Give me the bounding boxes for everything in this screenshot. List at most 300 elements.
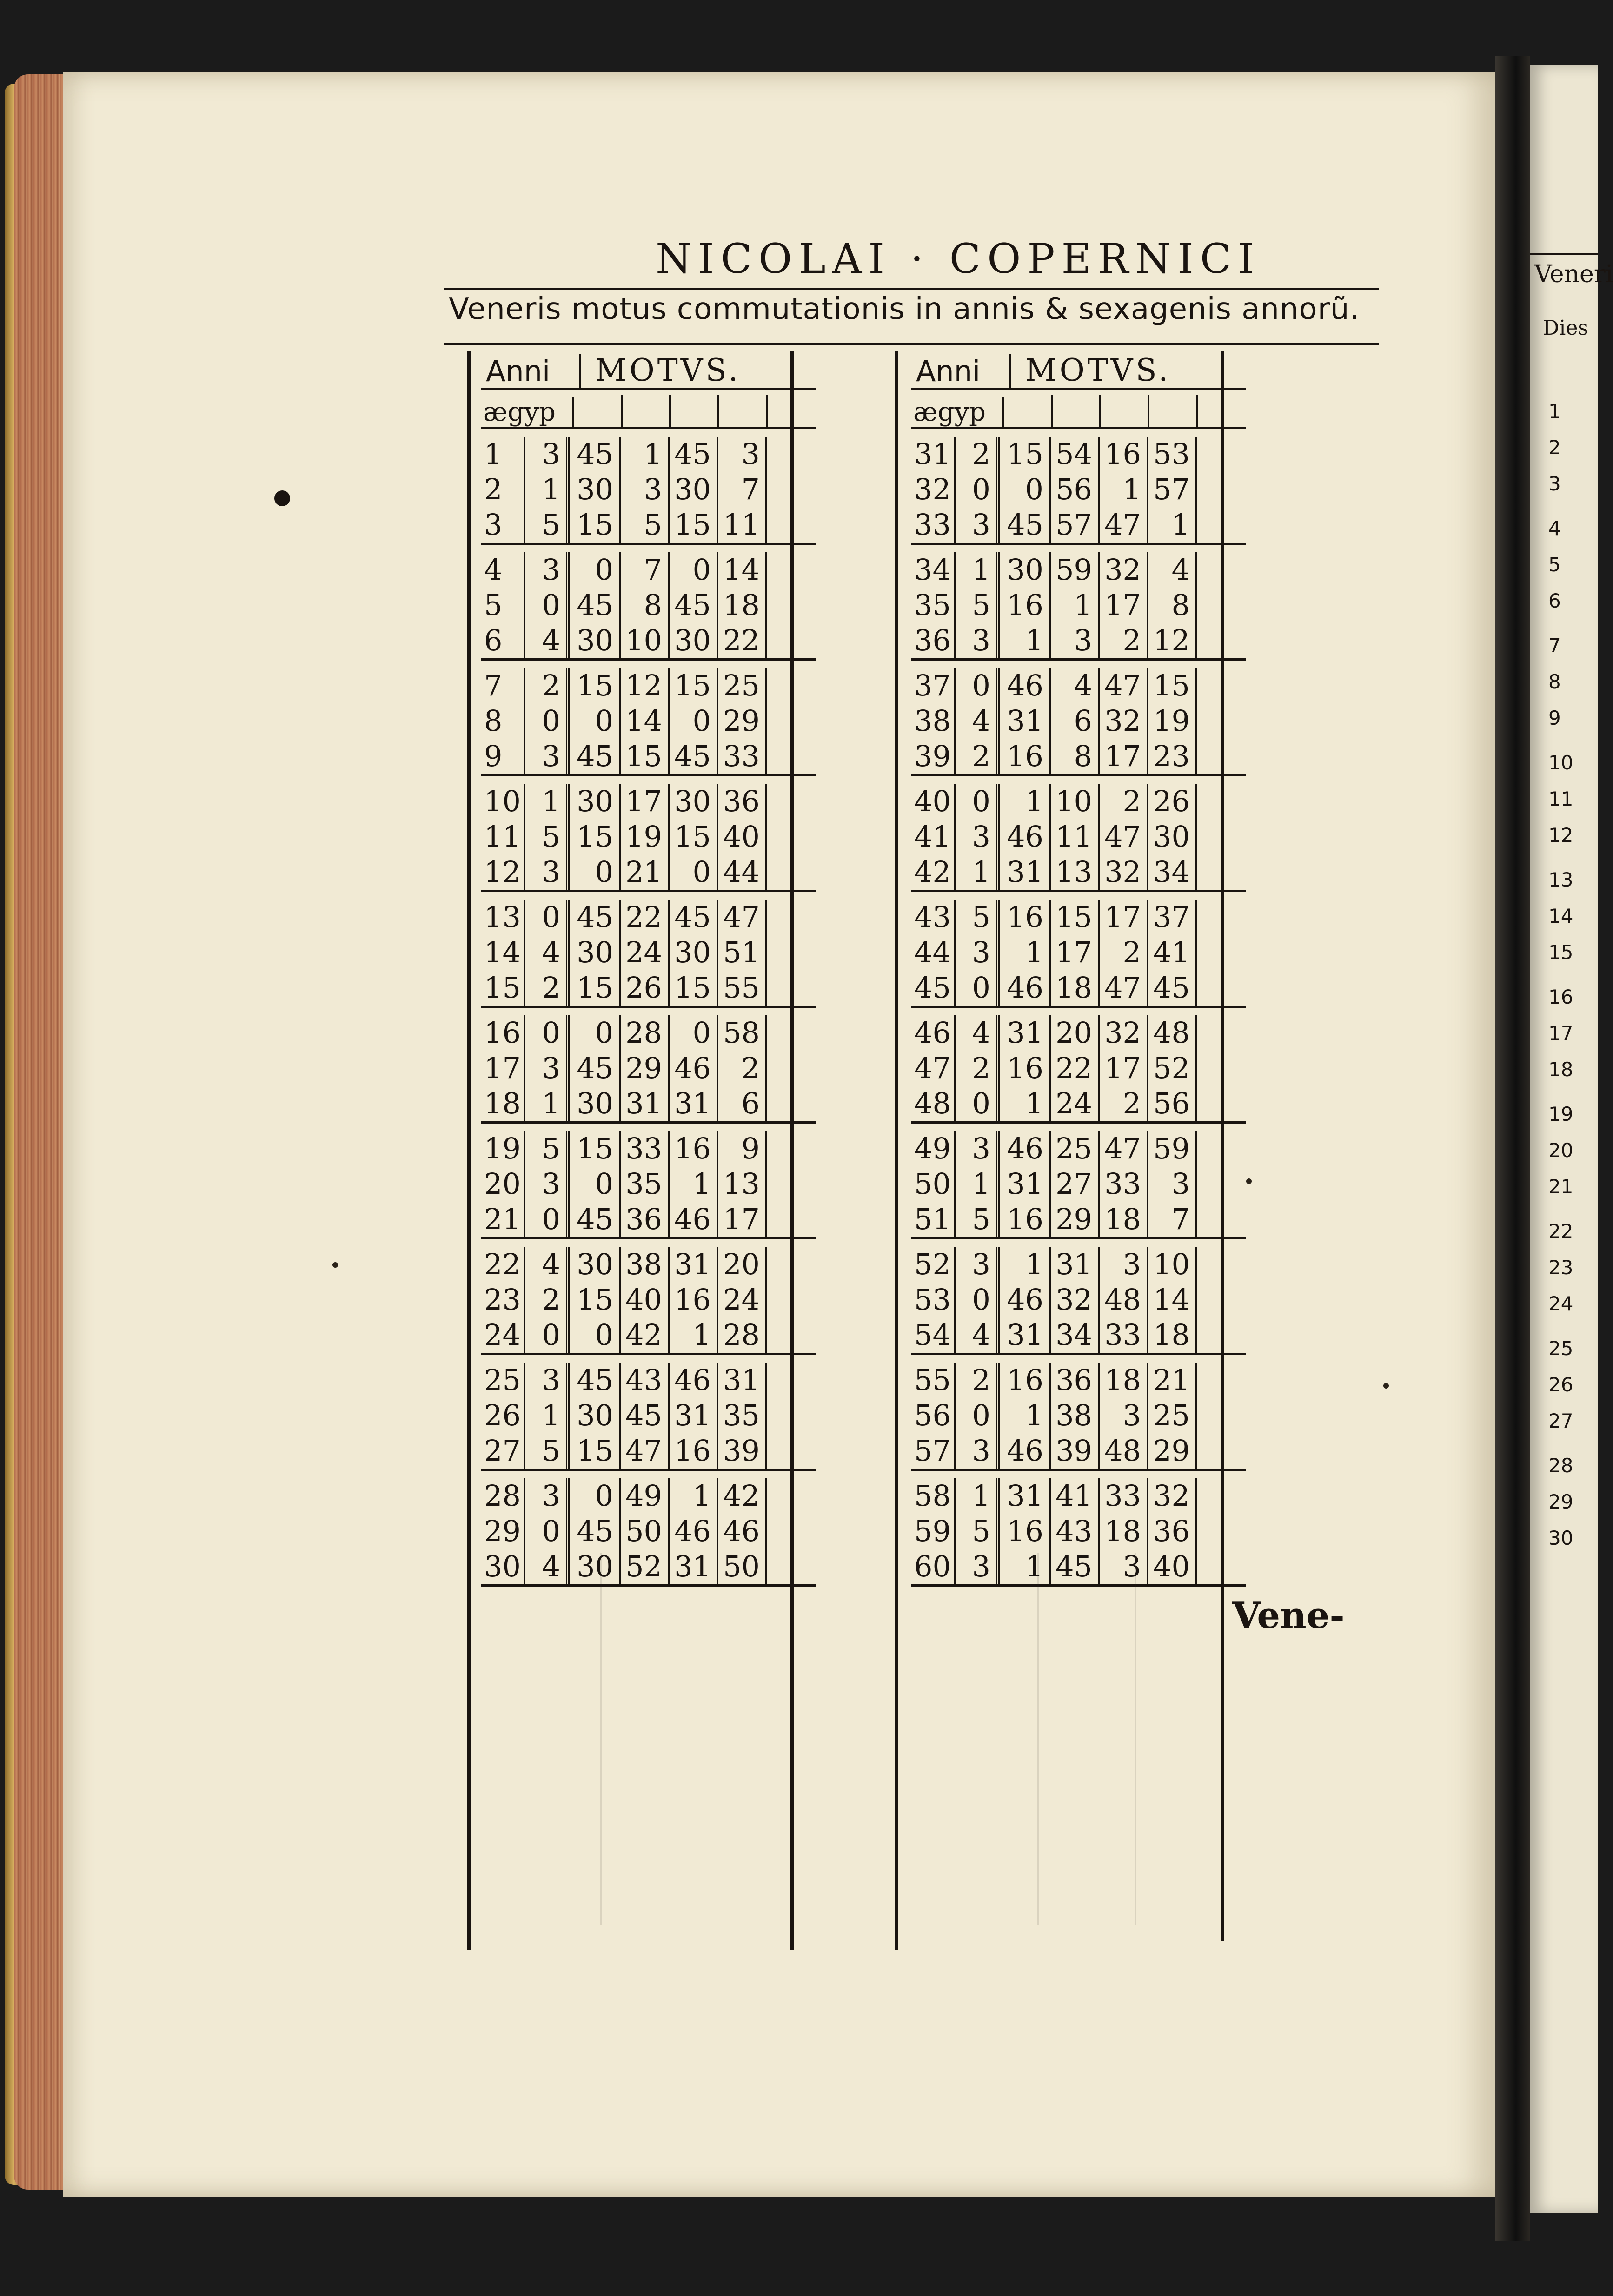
value-cell: 46 bbox=[670, 1051, 718, 1086]
value-cell: 30 bbox=[1148, 819, 1197, 854]
facing-row-number: 4 bbox=[1548, 517, 1561, 540]
ink-speck bbox=[332, 1262, 338, 1268]
value-cell: 17 bbox=[1100, 739, 1148, 774]
value-cell: 1 bbox=[956, 1478, 1000, 1514]
row-group bbox=[911, 668, 1246, 776]
value-cell: 17 bbox=[1100, 588, 1148, 623]
year-cell: 30 bbox=[481, 1549, 525, 1584]
value-cell: 12 bbox=[1148, 623, 1197, 658]
value-cell: 0 bbox=[1000, 472, 1051, 507]
facing-row-number: 11 bbox=[1548, 787, 1573, 810]
row-group bbox=[911, 900, 1246, 1008]
value-cell: 38 bbox=[621, 1247, 670, 1282]
value-cell: 42 bbox=[718, 1478, 767, 1514]
value-cell: 14 bbox=[621, 703, 670, 739]
value-cell: 35 bbox=[621, 1166, 670, 1202]
value-cell: 1 bbox=[670, 1317, 718, 1353]
value-cell: 41 bbox=[1148, 935, 1197, 970]
value-cell: 47 bbox=[1100, 970, 1148, 1006]
value-cell: 8 bbox=[1051, 739, 1100, 774]
value-cell: 47 bbox=[1100, 1131, 1148, 1166]
page-edges bbox=[14, 74, 65, 2190]
year-cell: 21 bbox=[481, 1202, 525, 1237]
value-cell: 17 bbox=[1100, 900, 1148, 935]
value-cell: 54 bbox=[1051, 437, 1100, 472]
value-cell: 1 bbox=[1000, 1549, 1051, 1584]
header-row bbox=[481, 351, 816, 390]
value-cell: 1 bbox=[670, 1478, 718, 1514]
year-cell: 52 bbox=[911, 1247, 956, 1282]
value-cell: 29 bbox=[621, 1051, 670, 1086]
facing-row-number: 30 bbox=[1548, 1527, 1573, 1549]
value-cell: 0 bbox=[570, 1166, 621, 1202]
value-cell: 15 bbox=[670, 970, 718, 1006]
value-cell: 3 bbox=[956, 623, 1000, 658]
value-cell: 2 bbox=[1100, 1086, 1148, 1121]
value-cell: 46 bbox=[1000, 668, 1051, 703]
value-cell: 18 bbox=[1100, 1514, 1148, 1549]
row-group bbox=[481, 668, 816, 776]
value-cell: 2 bbox=[1100, 623, 1148, 658]
value-cell: 31 bbox=[1051, 1247, 1100, 1282]
year-cell: 7 bbox=[481, 668, 525, 703]
value-cell: 31 bbox=[621, 1086, 670, 1121]
ink-speck bbox=[1246, 1178, 1252, 1184]
table-title: Veneris motus commutationis in annis & sexagenis annorũ. bbox=[449, 292, 1360, 326]
value-cell: 1 bbox=[1000, 784, 1051, 819]
value-cell: 1 bbox=[1148, 507, 1197, 543]
value-cell: 2 bbox=[956, 1363, 1000, 1398]
value-cell: 45 bbox=[570, 1202, 621, 1237]
facing-row-number: 6 bbox=[1548, 589, 1561, 612]
value-cell: 3 bbox=[525, 552, 570, 588]
year-cell: 2 bbox=[481, 472, 525, 507]
facing-row-number: 5 bbox=[1548, 553, 1561, 576]
year-cell: 5 bbox=[481, 588, 525, 623]
value-cell: 17 bbox=[621, 784, 670, 819]
year-cell: 48 bbox=[911, 1086, 956, 1121]
value-cell: 15 bbox=[1051, 900, 1100, 935]
year-cell: 24 bbox=[481, 1317, 525, 1353]
value-cell: 0 bbox=[525, 703, 570, 739]
header-row bbox=[911, 351, 1246, 390]
year-cell: 55 bbox=[911, 1363, 956, 1398]
year-cell: 6 bbox=[481, 623, 525, 658]
year-cell: 45 bbox=[911, 970, 956, 1006]
value-cell: 7 bbox=[621, 552, 670, 588]
title-rule-bottom bbox=[444, 343, 1379, 345]
value-cell: 13 bbox=[1051, 854, 1100, 890]
value-cell: 30 bbox=[570, 1549, 621, 1584]
value-cell: 30 bbox=[570, 623, 621, 658]
year-cell: 22 bbox=[481, 1247, 525, 1282]
value-cell: 18 bbox=[1100, 1363, 1148, 1398]
value-cell: 11 bbox=[1051, 819, 1100, 854]
value-cell: 26 bbox=[621, 970, 670, 1006]
value-cell: 6 bbox=[1051, 703, 1100, 739]
year-cell: 40 bbox=[911, 784, 956, 819]
value-cell: 45 bbox=[570, 1514, 621, 1549]
value-cell: 15 bbox=[670, 507, 718, 543]
value-cell: 24 bbox=[718, 1282, 767, 1317]
column-rule bbox=[790, 351, 794, 1950]
value-cell: 59 bbox=[1051, 552, 1100, 588]
facing-row-number: 12 bbox=[1548, 824, 1573, 847]
value-cell: 0 bbox=[670, 854, 718, 890]
year-cell: 1 bbox=[481, 437, 525, 472]
value-cell: 15 bbox=[1000, 437, 1051, 472]
value-cell: 3 bbox=[525, 854, 570, 890]
value-cell: 0 bbox=[956, 970, 1000, 1006]
value-cell: 4 bbox=[525, 623, 570, 658]
facing-rule bbox=[1530, 253, 1598, 255]
value-cell: 4 bbox=[525, 935, 570, 970]
value-cell: 25 bbox=[1051, 1131, 1100, 1166]
year-cell: 16 bbox=[481, 1015, 525, 1051]
value-cell: 47 bbox=[621, 1433, 670, 1469]
year-cell: 49 bbox=[911, 1131, 956, 1166]
value-cell: 16 bbox=[1100, 437, 1148, 472]
value-cell: 45 bbox=[570, 588, 621, 623]
year-cell: 60 bbox=[911, 1549, 956, 1584]
value-cell: 59 bbox=[1148, 1131, 1197, 1166]
value-cell: 15 bbox=[1148, 668, 1197, 703]
value-cell: 19 bbox=[621, 819, 670, 854]
year-cell: 18 bbox=[481, 1086, 525, 1121]
value-cell: 15 bbox=[570, 1282, 621, 1317]
value-cell: 1 bbox=[1000, 1086, 1051, 1121]
motus-header: MOTVS. bbox=[1025, 352, 1171, 388]
value-cell: 1 bbox=[1000, 1247, 1051, 1282]
year-cell: 36 bbox=[911, 623, 956, 658]
facing-row-number: 28 bbox=[1548, 1454, 1573, 1477]
value-cell: 46 bbox=[1000, 970, 1051, 1006]
value-cell: 24 bbox=[1051, 1086, 1100, 1121]
facing-row-number: 18 bbox=[1548, 1058, 1573, 1081]
value-cell: 3 bbox=[1100, 1549, 1148, 1584]
year-cell: 29 bbox=[481, 1514, 525, 1549]
value-cell: 33 bbox=[1100, 1478, 1148, 1514]
value-cell: 30 bbox=[570, 1247, 621, 1282]
value-cell: 45 bbox=[670, 739, 718, 774]
value-cell: 30 bbox=[570, 1086, 621, 1121]
value-cell: 3 bbox=[956, 819, 1000, 854]
value-cell: 33 bbox=[1100, 1166, 1148, 1202]
value-cell: 15 bbox=[570, 1131, 621, 1166]
value-cell: 36 bbox=[621, 1202, 670, 1237]
value-cell: 46 bbox=[1000, 1282, 1051, 1317]
value-cell: 47 bbox=[718, 900, 767, 935]
value-cell: 16 bbox=[1000, 588, 1051, 623]
value-cell: 45 bbox=[670, 588, 718, 623]
value-cell: 46 bbox=[670, 1363, 718, 1398]
value-cell: 32 bbox=[1100, 1015, 1148, 1051]
year-cell: 8 bbox=[481, 703, 525, 739]
value-cell: 1 bbox=[1051, 588, 1100, 623]
value-cell: 29 bbox=[1051, 1202, 1100, 1237]
facing-row-number: 25 bbox=[1548, 1337, 1573, 1360]
year-cell: 32 bbox=[911, 472, 956, 507]
value-cell: 36 bbox=[1051, 1363, 1100, 1398]
value-cell: 30 bbox=[670, 472, 718, 507]
value-cell: 57 bbox=[1051, 507, 1100, 543]
year-cell: 10 bbox=[481, 784, 525, 819]
value-cell: 19 bbox=[1148, 703, 1197, 739]
value-cell: 31 bbox=[1000, 854, 1051, 890]
facing-row-number: 10 bbox=[1548, 751, 1573, 774]
value-cell: 23 bbox=[1148, 739, 1197, 774]
year-cell: 3 bbox=[481, 507, 525, 543]
value-cell: 16 bbox=[1000, 739, 1051, 774]
value-cell: 15 bbox=[570, 819, 621, 854]
value-cell: 0 bbox=[670, 1015, 718, 1051]
value-cell: 39 bbox=[1051, 1433, 1100, 1469]
value-cell: 7 bbox=[718, 472, 767, 507]
row-group bbox=[481, 552, 816, 661]
year-cell: 33 bbox=[911, 507, 956, 543]
value-cell: 22 bbox=[621, 900, 670, 935]
motus-header: MOTVS. bbox=[595, 352, 741, 388]
aegyp-header: ægyp bbox=[481, 397, 574, 427]
running-head: NICOLAI · COPERNICI bbox=[656, 235, 1261, 283]
value-cell: 3 bbox=[525, 1478, 570, 1514]
value-cell: 46 bbox=[670, 1514, 718, 1549]
value-cell: 36 bbox=[718, 784, 767, 819]
value-cell: 1 bbox=[1000, 1398, 1051, 1433]
value-cell: 16 bbox=[1000, 1363, 1051, 1398]
value-cell: 0 bbox=[570, 1015, 621, 1051]
value-cell: 30 bbox=[570, 784, 621, 819]
year-cell: 23 bbox=[481, 1282, 525, 1317]
value-cell: 47 bbox=[1100, 668, 1148, 703]
value-cell: 18 bbox=[1148, 1317, 1197, 1353]
value-cell: 5 bbox=[621, 507, 670, 543]
value-cell: 3 bbox=[956, 1247, 1000, 1282]
value-cell: 45 bbox=[670, 437, 718, 472]
table-body bbox=[911, 437, 1246, 1587]
value-cell: 0 bbox=[525, 588, 570, 623]
value-cell: 0 bbox=[670, 703, 718, 739]
year-cell: 34 bbox=[911, 552, 956, 588]
value-cell: 0 bbox=[525, 1514, 570, 1549]
value-cell: 3 bbox=[718, 437, 767, 472]
aegyp-header: ægyp bbox=[911, 397, 1004, 427]
value-cell: 20 bbox=[1051, 1015, 1100, 1051]
value-cell: 3 bbox=[1148, 1166, 1197, 1202]
value-cell: 1 bbox=[525, 784, 570, 819]
value-cell: 27 bbox=[1051, 1166, 1100, 1202]
value-cell: 3 bbox=[525, 1363, 570, 1398]
row-group bbox=[911, 1015, 1246, 1124]
subheader-row bbox=[481, 390, 816, 429]
value-cell: 10 bbox=[621, 623, 670, 658]
value-cell: 5 bbox=[525, 819, 570, 854]
value-cell: 0 bbox=[956, 1398, 1000, 1433]
year-cell: 15 bbox=[481, 970, 525, 1006]
value-cell: 45 bbox=[670, 900, 718, 935]
year-cell: 35 bbox=[911, 588, 956, 623]
facing-row-number: 26 bbox=[1548, 1373, 1573, 1396]
year-cell: 26 bbox=[481, 1398, 525, 1433]
facing-row-number: 16 bbox=[1548, 986, 1573, 1008]
year-cell: 17 bbox=[481, 1051, 525, 1086]
value-cell: 30 bbox=[670, 935, 718, 970]
year-cell: 13 bbox=[481, 900, 525, 935]
value-cell: 6 bbox=[718, 1086, 767, 1121]
year-cell: 12 bbox=[481, 854, 525, 890]
value-cell: 16 bbox=[670, 1433, 718, 1469]
year-cell: 54 bbox=[911, 1317, 956, 1353]
year-cell: 41 bbox=[911, 819, 956, 854]
value-cell: 15 bbox=[621, 739, 670, 774]
value-cell: 31 bbox=[1000, 1478, 1051, 1514]
table-left bbox=[481, 351, 816, 1587]
value-cell: 2 bbox=[956, 437, 1000, 472]
facing-row-number: 29 bbox=[1548, 1490, 1573, 1513]
year-cell: 28 bbox=[481, 1478, 525, 1514]
value-cell: 42 bbox=[621, 1317, 670, 1353]
value-cell: 1 bbox=[1000, 623, 1051, 658]
value-cell: 2 bbox=[956, 1051, 1000, 1086]
facing-row-number: 20 bbox=[1548, 1139, 1573, 1162]
value-cell: 32 bbox=[1148, 1478, 1197, 1514]
value-cell: 28 bbox=[718, 1317, 767, 1353]
value-cell: 3 bbox=[956, 1131, 1000, 1166]
facing-row-number: 13 bbox=[1548, 868, 1573, 891]
year-cell: 53 bbox=[911, 1282, 956, 1317]
value-cell: 0 bbox=[570, 552, 621, 588]
value-cell: 1 bbox=[525, 472, 570, 507]
value-cell: 31 bbox=[1000, 1015, 1051, 1051]
show-through-line bbox=[1135, 1553, 1136, 1925]
year-cell: 19 bbox=[481, 1131, 525, 1166]
year-cell: 11 bbox=[481, 819, 525, 854]
value-cell: 3 bbox=[525, 1051, 570, 1086]
value-cell: 46 bbox=[1000, 819, 1051, 854]
value-cell: 30 bbox=[670, 623, 718, 658]
facing-page-dies: Dies bbox=[1543, 316, 1588, 340]
value-cell: 33 bbox=[718, 739, 767, 774]
value-cell: 3 bbox=[525, 437, 570, 472]
facing-row-number: 8 bbox=[1548, 670, 1561, 693]
unit-cell bbox=[671, 395, 719, 427]
value-cell: 31 bbox=[718, 1363, 767, 1398]
year-cell: 50 bbox=[911, 1166, 956, 1202]
value-cell: 25 bbox=[718, 668, 767, 703]
value-cell: 3 bbox=[956, 935, 1000, 970]
value-cell: 4 bbox=[956, 703, 1000, 739]
value-cell: 29 bbox=[718, 703, 767, 739]
value-cell: 8 bbox=[1148, 588, 1197, 623]
value-cell: 10 bbox=[1148, 1247, 1197, 1282]
value-cell: 5 bbox=[525, 1433, 570, 1469]
year-cell: 58 bbox=[911, 1478, 956, 1514]
value-cell: 22 bbox=[1051, 1051, 1100, 1086]
value-cell: 37 bbox=[1148, 900, 1197, 935]
facing-row-number: 19 bbox=[1548, 1103, 1573, 1125]
value-cell: 1 bbox=[956, 552, 1000, 588]
value-cell: 33 bbox=[1100, 1317, 1148, 1353]
value-cell: 3 bbox=[1051, 623, 1100, 658]
value-cell: 0 bbox=[956, 784, 1000, 819]
value-cell: 46 bbox=[718, 1514, 767, 1549]
year-cell: 37 bbox=[911, 668, 956, 703]
value-cell: 0 bbox=[570, 703, 621, 739]
value-cell: 31 bbox=[1000, 703, 1051, 739]
value-cell: 18 bbox=[1051, 970, 1100, 1006]
value-cell: 5 bbox=[956, 588, 1000, 623]
value-cell: 51 bbox=[718, 935, 767, 970]
value-cell: 0 bbox=[670, 552, 718, 588]
row-group bbox=[481, 1247, 816, 1355]
value-cell: 31 bbox=[670, 1247, 718, 1282]
value-cell: 33 bbox=[621, 1131, 670, 1166]
value-cell: 2 bbox=[525, 668, 570, 703]
value-cell: 17 bbox=[1051, 935, 1100, 970]
value-cell: 0 bbox=[570, 854, 621, 890]
value-cell: 52 bbox=[1148, 1051, 1197, 1086]
value-cell: 45 bbox=[570, 900, 621, 935]
value-cell: 49 bbox=[621, 1478, 670, 1514]
value-cell: 0 bbox=[956, 1086, 1000, 1121]
column-rule bbox=[895, 351, 898, 1950]
value-cell: 32 bbox=[1100, 703, 1148, 739]
year-cell: 56 bbox=[911, 1398, 956, 1433]
value-cell: 17 bbox=[718, 1202, 767, 1237]
value-cell: 4 bbox=[525, 1247, 570, 1282]
facing-row-number: 24 bbox=[1548, 1292, 1573, 1315]
year-cell: 47 bbox=[911, 1051, 956, 1086]
value-cell: 1 bbox=[525, 1398, 570, 1433]
year-cell: 4 bbox=[481, 552, 525, 588]
row-group bbox=[911, 437, 1246, 545]
value-cell: 0 bbox=[956, 472, 1000, 507]
year-cell: 59 bbox=[911, 1514, 956, 1549]
row-group bbox=[911, 1247, 1246, 1355]
facing-row-number: 22 bbox=[1548, 1220, 1573, 1243]
value-cell: 3 bbox=[956, 1549, 1000, 1584]
value-cell: 16 bbox=[1000, 1514, 1051, 1549]
value-cell: 15 bbox=[670, 819, 718, 854]
value-cell: 29 bbox=[1148, 1433, 1197, 1469]
value-cell: 45 bbox=[570, 1051, 621, 1086]
value-cell: 57 bbox=[1148, 472, 1197, 507]
value-cell: 1 bbox=[956, 854, 1000, 890]
value-cell: 2 bbox=[718, 1051, 767, 1086]
value-cell: 5 bbox=[956, 900, 1000, 935]
column-rule bbox=[1221, 351, 1224, 1941]
value-cell: 5 bbox=[525, 1131, 570, 1166]
book-gutter bbox=[1495, 56, 1530, 2241]
value-cell: 14 bbox=[1148, 1282, 1197, 1317]
value-cell: 50 bbox=[718, 1549, 767, 1584]
value-cell: 4 bbox=[956, 1317, 1000, 1353]
value-cell: 3 bbox=[1100, 1247, 1148, 1282]
value-cell: 48 bbox=[1100, 1282, 1148, 1317]
facing-row-number: 21 bbox=[1548, 1175, 1573, 1198]
value-cell: 0 bbox=[525, 1317, 570, 1353]
value-cell: 3 bbox=[621, 472, 670, 507]
year-cell: 9 bbox=[481, 739, 525, 774]
facing-row-number: 7 bbox=[1548, 634, 1561, 657]
value-cell: 30 bbox=[1000, 552, 1051, 588]
facing-row-number: 2 bbox=[1548, 436, 1561, 459]
row-group bbox=[481, 784, 816, 892]
value-cell: 0 bbox=[570, 1317, 621, 1353]
value-cell: 45 bbox=[1148, 970, 1197, 1006]
year-cell: 57 bbox=[911, 1433, 956, 1469]
row-group bbox=[481, 1478, 816, 1587]
